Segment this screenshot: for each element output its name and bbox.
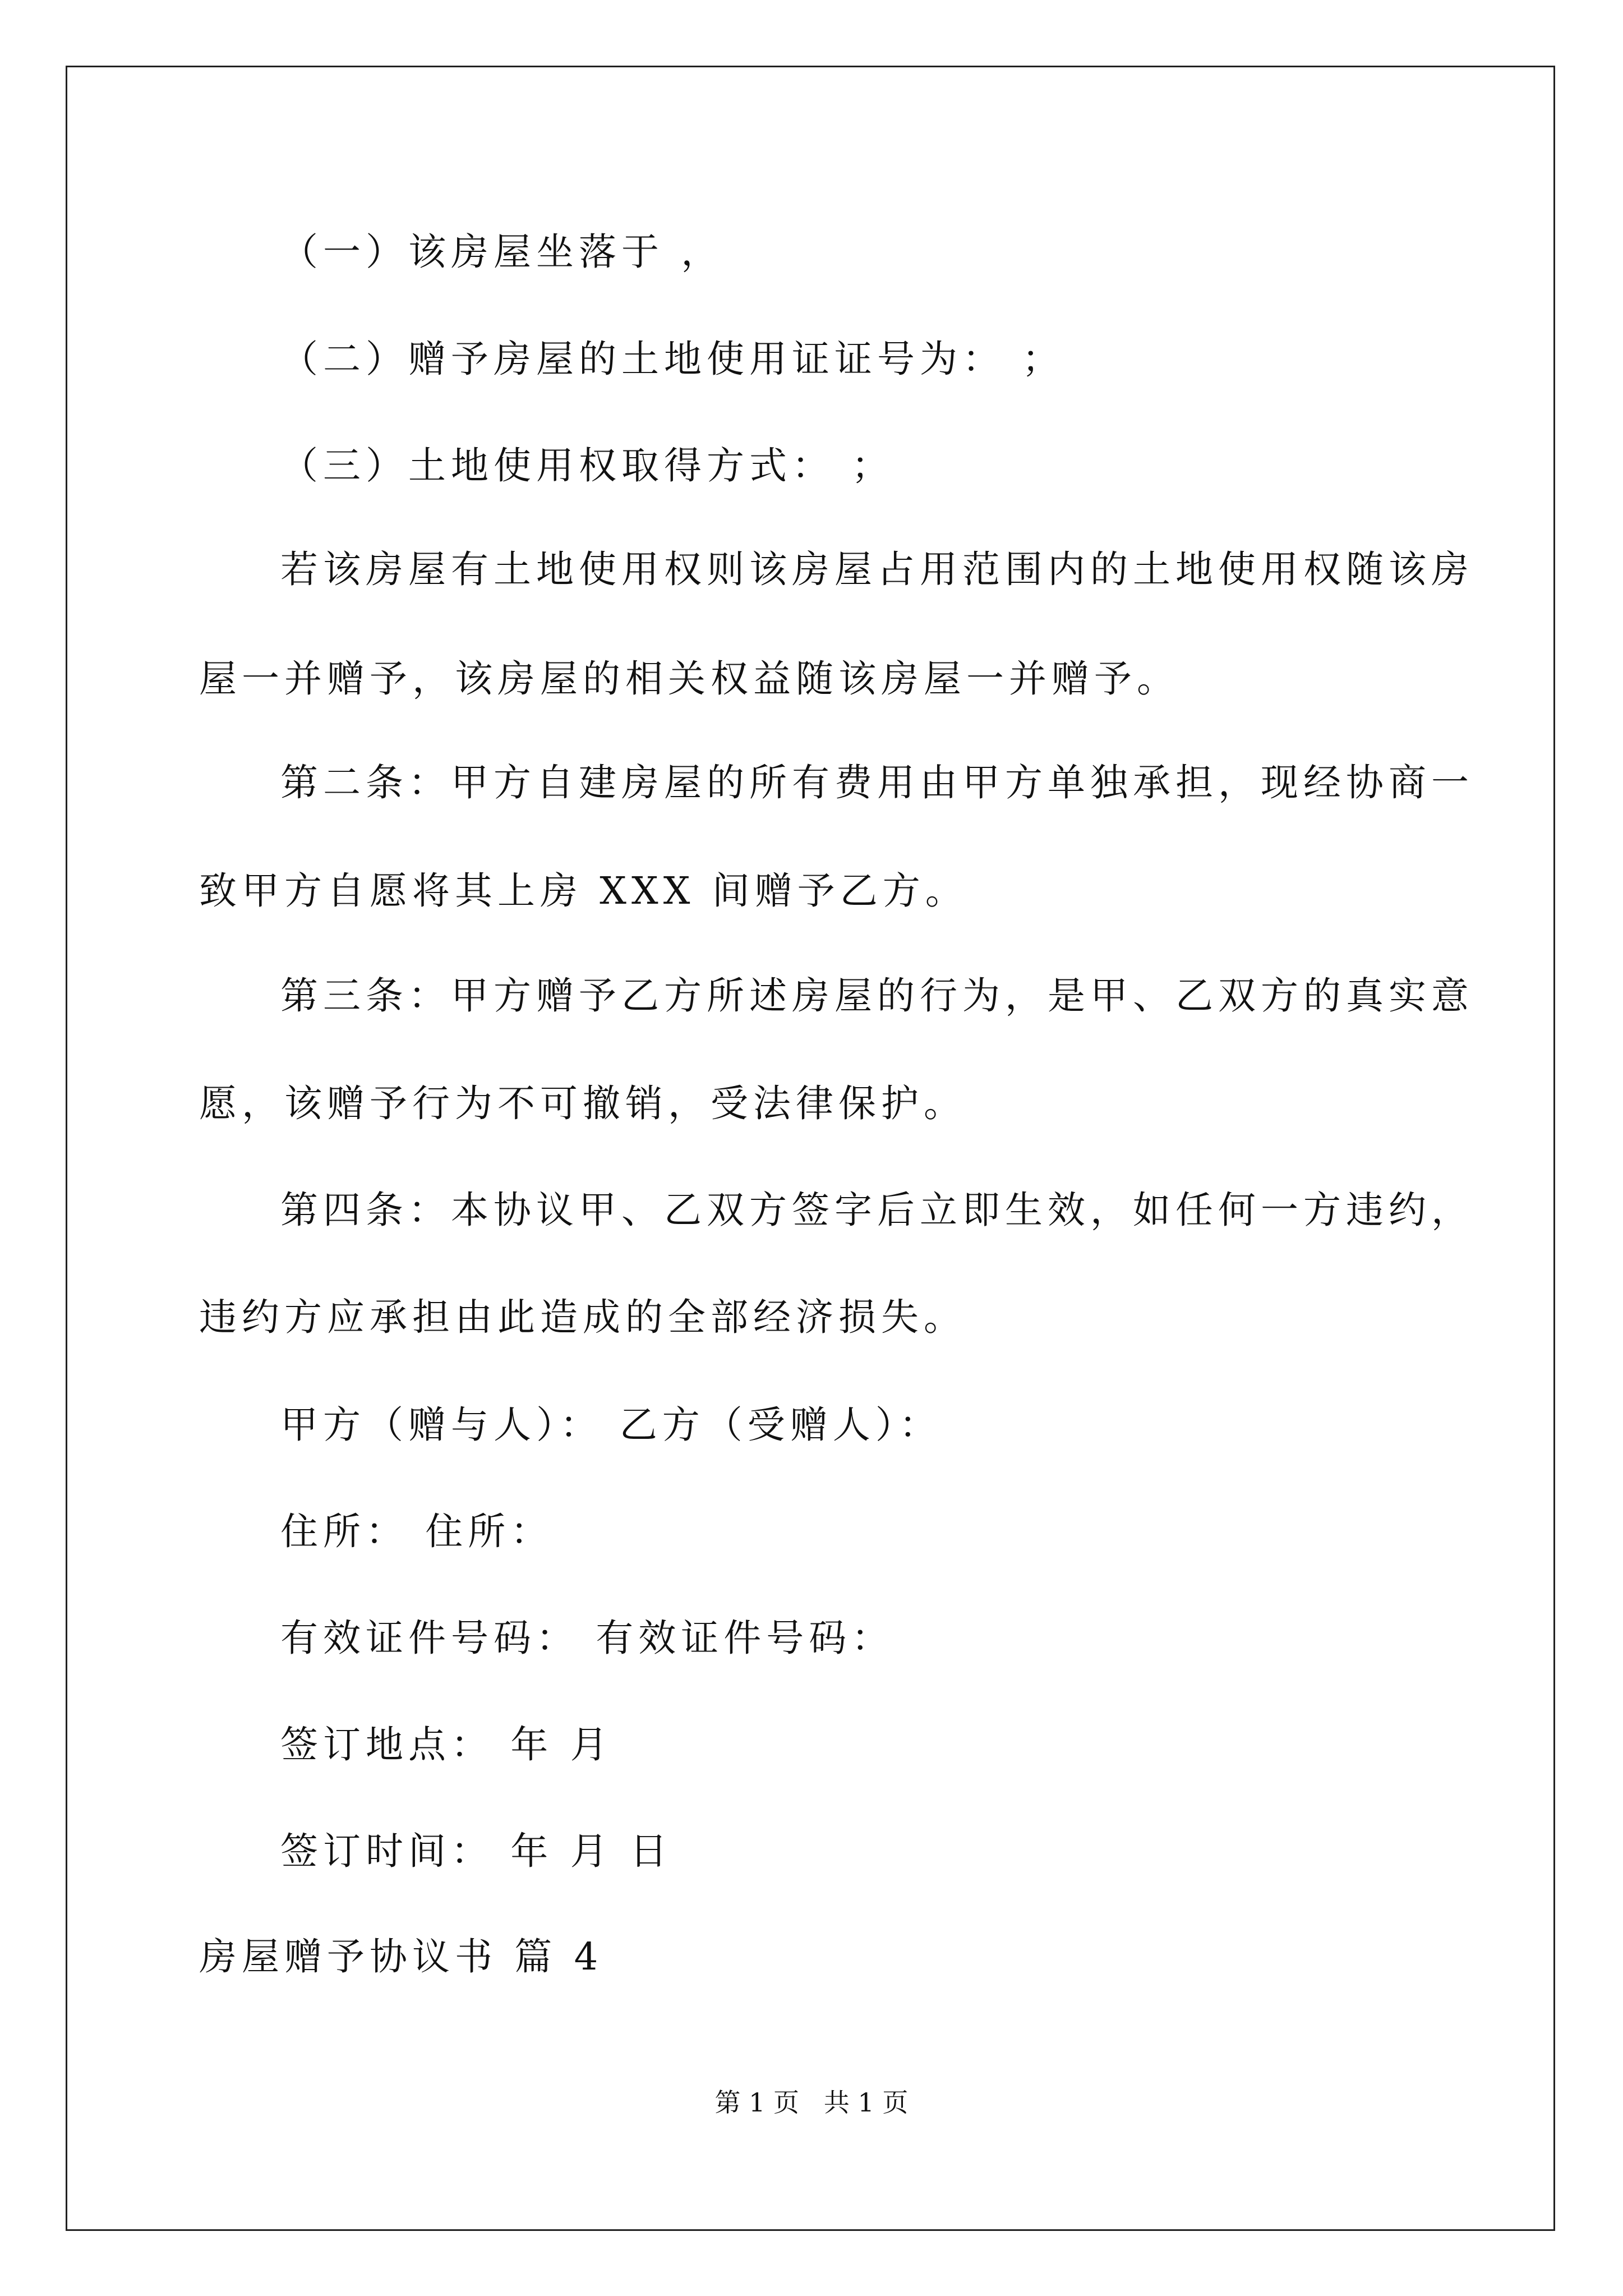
article-two-line-1: 第二条：甲方自建房屋的所有费用由甲方单独承担，现经协商一 — [280, 761, 1474, 804]
clause-three-acquisition: （三）土地使用权取得方式： ； — [280, 444, 895, 487]
signing-time-line: 签订时间： 年 月 日 — [280, 1829, 672, 1873]
article-three-line-2: 愿，该赠予行为不可撤销，受法律保护。 — [199, 1082, 966, 1125]
parties-signature-line: 甲方（赠与人）： 乙方（受赠人）： — [280, 1403, 942, 1447]
clause-one-location: （一）该房屋坐落于 ， — [280, 230, 724, 274]
signing-place-line: 签订地点： 年 月 — [280, 1723, 613, 1766]
section-heading: 房屋赠予协议书 篇 4 — [199, 1935, 603, 1978]
clause-two-certificate: （二）赠予房屋的土地使用证证号为： ； — [280, 337, 1065, 381]
article-two-line-2: 致甲方自愿将其上房 XXX 间赠予乙方。 — [199, 869, 968, 913]
id-number-line: 有效证件号码： 有效证件号码： — [280, 1616, 895, 1660]
address-line: 住所： 住所： — [280, 1510, 554, 1553]
land-use-paragraph-line-1: 若该房屋有土地使用权则该房屋占用范围内的土地使用权随该房 — [280, 547, 1474, 591]
page-border — [66, 66, 1555, 2231]
article-four-line-2: 违约方应承担由此造成的全部经济损失。 — [199, 1295, 966, 1339]
article-three-line-1: 第三条：甲方赠予乙方所述房屋的行为，是甲、乙双方的真实意 — [280, 974, 1474, 1018]
land-use-paragraph-line-2: 屋一并赠予，该房屋的相关权益随该房屋一并赠予。 — [199, 657, 1179, 701]
article-four-line-1: 第四条：本协议甲、乙双方签字后立即生效，如任何一方违约， — [280, 1188, 1474, 1232]
page-footer: 第 1 页 共 1 页 — [714, 2087, 909, 2118]
